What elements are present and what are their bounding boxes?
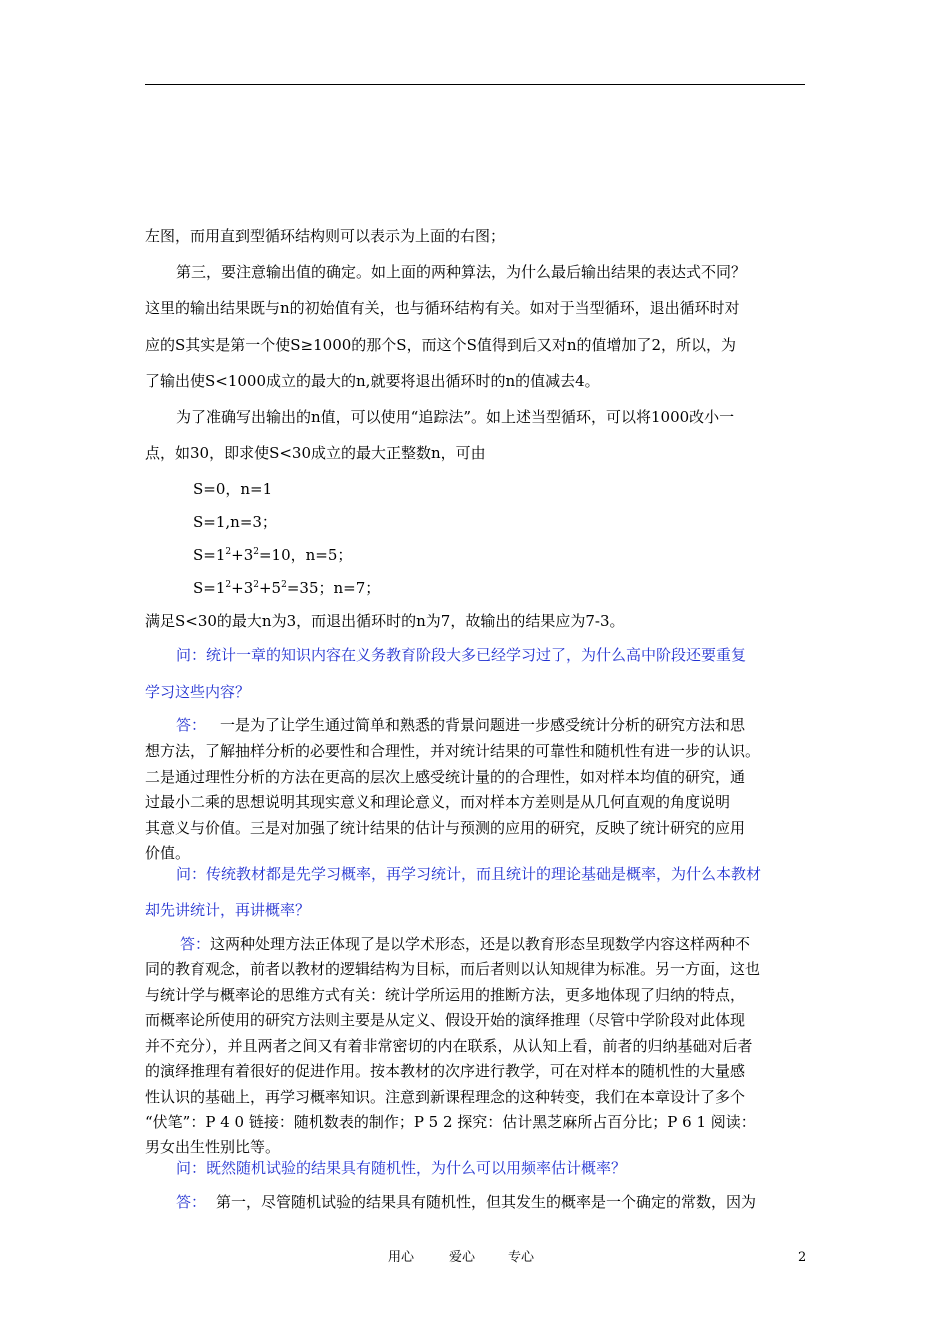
answer-line: 男女出生性别比等。 [145,1138,281,1156]
question-line: 问：传统教材都是先学习概率，再学习统计，而且统计的理论基础是概率，为什么本教材 [176,865,762,883]
answer-line: 与统计学与概率论的思维方式有关：统计学所运用的推断方法，更多地体现了归纳的特点， [145,986,746,1004]
answer-line: 答：这两种处理方法正体现了是以学术形态，还是以教育形态呈现数学内容这样两种不 [180,935,751,953]
answer-line: 价值。 [145,844,191,862]
answer-line: 性认识的基础上，再学习概率知识。注意到新课程理念的这种转变，我们在本章设计了多个 [145,1088,746,1106]
answer-line: 同的教育观念，前者以教材的逻辑结构为目标，而后者则以认知规律为标准。另一方面，这也 [145,960,761,978]
answer-line: 而概率论所使用的研究方法则主要是从定义、假设开始的演绎推理（尽管中学阶段对此体现 [145,1011,746,1029]
answer-label: 答： [176,1193,207,1211]
question-line: 却先讲统计，再讲概率？ [145,901,311,919]
answer-line: 的演绎推理有着很好的促进作用。按本教材的次序进行教学，可在对样本的随机性的大量感 [145,1062,746,1080]
question-line: 问：统计一章的知识内容在义务教育阶段大多已经学习过了，为什么高中阶段还要重复 [176,646,747,664]
paragraph-line: 满足S<30的最大n为3，而退出循环时的n为7，故输出的结果应为7-3。 [145,612,625,630]
trace-line-2: S=1,n=3； [193,513,277,531]
answer-line: 答： 一是为了让学生通过简单和熟悉的背景问题进一步感受统计分析的研究方法和思 [176,716,746,734]
footer-text-left: 用心 [388,1250,415,1265]
question-line: 问：既然随机试验的结果具有随机性，为什么可以用频率估计概率？ [176,1159,627,1177]
answer-line: 想方法，了解抽样分析的必要性和合理性，并对统计结果的可靠性和随机性有进一步的认识。 [145,742,761,760]
answer-line: 过最小二乘的思想说明其现实意义和理论意义，而对样本方差则是从几何直观的角度说明 [145,793,731,811]
answer-line: 二是通过理性分析的方法在更高的层次上感受统计量的的合理性，如对样本均值的研究，通 [145,768,746,786]
exponent: 2 [281,580,287,590]
answer-line: 并不充分），并且两者之间又有着非常密切的内在联系，从认知上看，前者的归纳基础对后者 [145,1037,753,1055]
answer-line: 其意义与价值。三是对加强了统计结果的估计与预测的应用的研究，反映了统计研究的应用 [145,819,746,837]
paragraph-line: 应的S其实是第一个使S≥1000的那个S，而这个S值得到后又对n的值增加了2，所以，为 [145,336,737,354]
trace-line-4: $S=1^2+3^2+5^2=35$；n=7； [193,579,381,597]
answer-label: 答： [176,716,207,734]
exponent: 2 [225,580,232,590]
paragraph-line: 点，如30，即求使S<30成立的最大正整数n，可由 [145,444,486,462]
question-line: 学习这些内容？ [145,683,251,701]
trace-line-3: $S=1^2+3^2=10$，n=5； [193,546,353,564]
exponent: 2 [253,580,259,590]
paragraph-line: 了输出使S<1000成立的最大的n,就要将退出循环时的n的值减去4。 [145,372,600,390]
trace-line-1: S=0，n=1 [193,480,273,498]
header-rule [145,84,805,85]
answer-label: 答： [180,935,211,953]
paragraph-line: 这里的输出结果既与n的初始值有关，也与循环结构有关。如对于当型循环，退出循环时对 [145,299,740,317]
answer-line: “伏笔”：P 4 0 链接：随机数表的制作；P 5 2 探究：估计黑芝麻所占百分比；P 6 1 阅读： [145,1113,756,1131]
footer-text-middle: 爱心 [449,1250,476,1265]
paragraph-line: 第三，要注意输出值的确定。如上面的两种算法，为什么最后输出结果的表达式不同？ [176,263,747,281]
answer-line: 答： 第一，尽管随机试验的结果具有随机性，但其发生的概率是一个确定的常数，因为 [176,1193,757,1211]
paragraph-line: 为了准确写出输出的n值，可以使用“追踪法”。如上述当型循环，可以将1000改小一 [176,408,735,426]
paragraph-line: 左图，而用直到型循环结构则可以表示为上面的右图； [145,227,506,245]
footer-text-right: 专心 [508,1250,535,1265]
page-number: 2 [798,1250,807,1265]
exponent: 2 [225,547,232,557]
exponent: 2 [253,547,259,557]
